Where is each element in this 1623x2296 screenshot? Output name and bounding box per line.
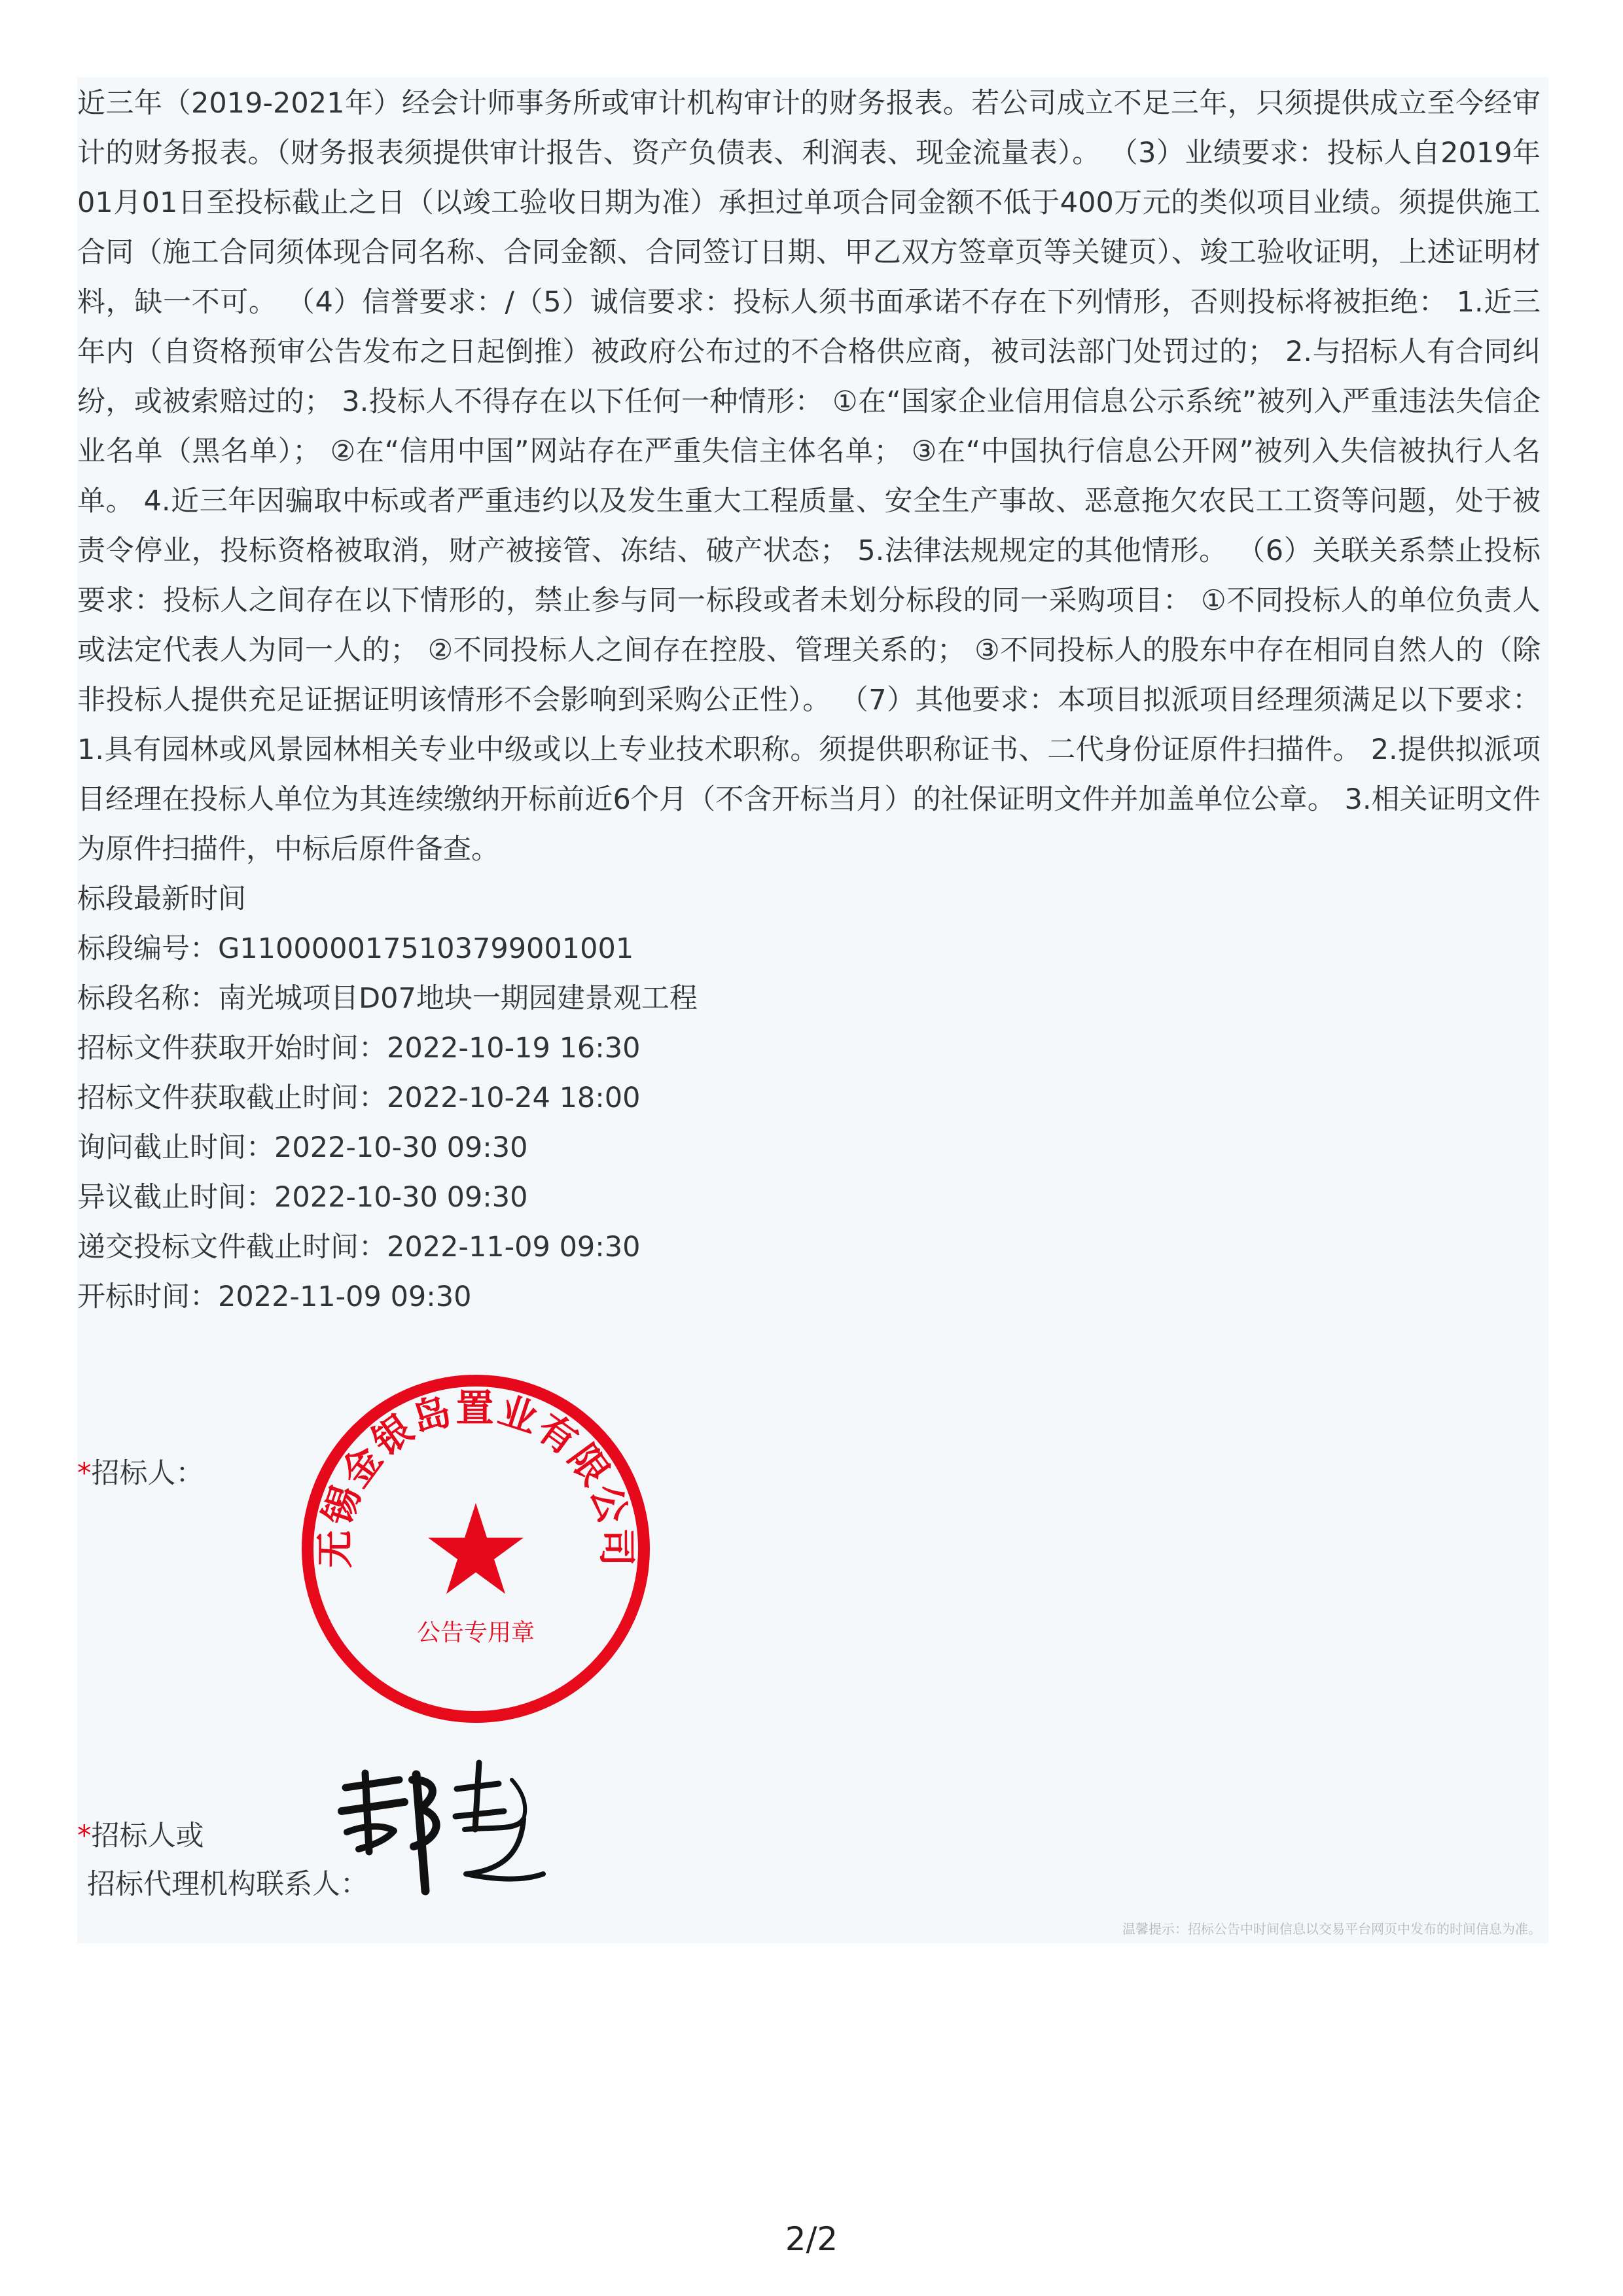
tenderer-label (77, 1451, 204, 1491)
contact-label-line-2: 招标代理机构联系人： (87, 1868, 368, 1901)
info-line-bid-section-name: 标段名称：南光城项目D07地块一期园建景观工程 (77, 982, 698, 1015)
seal-star-icon (428, 1503, 524, 1594)
required-mark: * (77, 1457, 92, 1490)
page-number: 2/2 (785, 2220, 838, 2258)
seal-company-name: 无锡金银岛置业有限公司 (312, 1386, 639, 1568)
info-line-submission-deadline: 递交投标文件截止时间：2022-11-09 09:30 (77, 1231, 641, 1263)
info-line-inquiry-deadline: 询问截止时间：2022-10-30 09:30 (77, 1131, 528, 1164)
info-line-doc-end-time: 招标文件获取截止时间：2022-10-24 18:00 (77, 1082, 641, 1114)
required-mark: * (77, 1820, 92, 1852)
seal-type-text: 公告专用章 (416, 1619, 535, 1646)
company-seal (296, 1369, 656, 1729)
tenderer-label-text: 招标人： (91, 1457, 204, 1490)
section-heading: 标段最新时间 (77, 883, 246, 915)
info-line-opening-time: 开标时间：2022-11-09 09:30 (77, 1280, 472, 1313)
info-line-doc-start-time: 招标文件获取开始时间：2022-10-19 16:30 (77, 1032, 641, 1065)
footer-tip: 温馨提示：招标公告中时间信息以交易平台网页中发布的时间信息为准。 (1122, 1921, 1541, 1937)
info-line-bid-section-number: 标段编号：G11000001751037990010​01 (77, 932, 634, 965)
handwritten-signature (327, 1754, 550, 1904)
notice-body-text: 近三年（2019-2021年）经会计师事务所或审计机构审计的财务报表。若公司成立不足三年，只须提供成立至今经审计的财务报表。（财务报表须提供审计报告、资产负债表、利润表、现金流量表）。 （3）业绩要求：投标人自2019年01月01日至投标截止之日（以竣工验收日期为准）承担过单项合同金额不低于400万元的类似项目业绩。须提供施工合同（施工合同须体现合同名称、合同金额、合同签订日期、甲乙双方签章页等关键页）、竣工验收证明，上述证明材料，缺一不可。 （4）信誉要求：/（5）诚信要求：投标人须书面承诺不存在下列情形，否则投标将被拒绝： 1.近三年内（自资格预审公告发布之日起倒推）被政府公布过的不合格供应商，被司法部门处罚过的； 2.与招标人有合同纠纷，或被索赔过的； 3.投标人不得存在以下任何一种情形： ①在“国家企业信用信息公示系统”被列入严重违法失信企业名单（黑名单）； ②在“信用中国”网站存在严重失信主体名单； ③在“中国执行信息公开网”被列入失信被执行人名单。 4.近三年因骗取中标或者严重违约以及发生重大工程质量、安全生产事故、恶意拖欠农民工工资等问题，处于被责令停业，投标资格被取消，财产被接管、冻结、破产状态； 5.法律法规规定的其他情形。 （6）关联关系禁止投标要求：投标人之间存在以下情形的，禁止参与同一标段或者未划分标段的同一采购项目： ①不同投标人的单位负责人或法定代表人为同一人的； ②不同投标人之间存在控股、管理关系的； ③不同投标人的股东中存在相同自然人的（除非投标人提供充足证据证明该情形不会影响到采购公正性）。 （7）其他要求：本项目拟派项目经理须满足以下要求： 1.具有园林或风景园林相关专业中级或以上专业技术职称。须提供职称证书、二代身份证原件扫描件。 2.提供拟派项目经理在投标人单位为其连续缴纳开标前近6个月（不含开标当月）的社保证明文件并加盖单位公章。 3.相关证明文件为原件扫描件，中标后原件备查。 (77, 87, 1541, 866)
contact-label-text-1: 招标人或 (91, 1820, 204, 1852)
contact-label-line-1 (77, 1814, 204, 1854)
info-line-objection-deadline: 异议截止时间：2022-10-30 09:30 (77, 1181, 528, 1214)
